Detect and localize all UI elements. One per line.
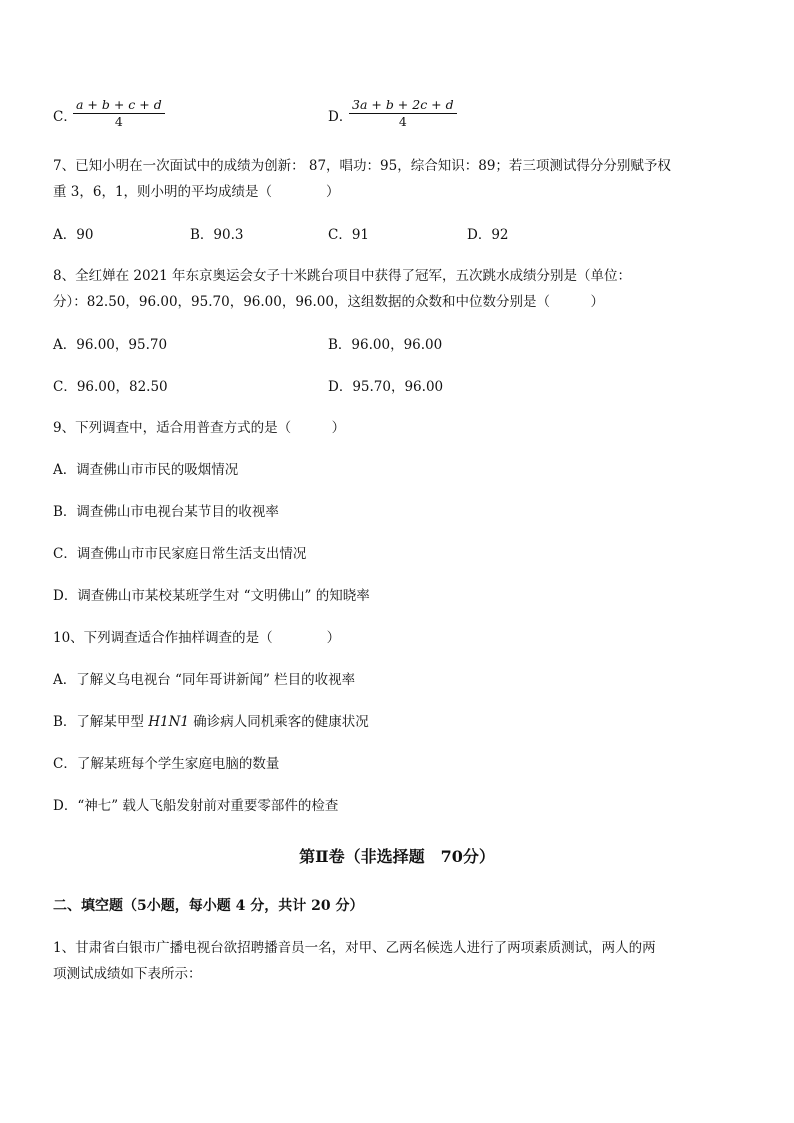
q7-option-b: B．90.3 xyxy=(190,227,244,243)
q6-option-d-denominator: 4 xyxy=(398,114,407,129)
q8-option-d: D．95.70，96.00 xyxy=(328,379,444,395)
q6-option-d-fraction xyxy=(349,97,457,130)
q10-option-a: A．了解义乌电视台 “同年哥讲新闻” 栏目的收视率 xyxy=(53,672,356,688)
section-subtitle: 二、填空题（5小题，每小题 4 分，共计 20 分） xyxy=(53,898,364,914)
q8-option-c: C．96.00，82.50 xyxy=(53,379,168,395)
q7-stem-line1: 7、已知小明在一次面试中的成绩为创新： 87，唱功：95，综合知识：89；若三项测试得分分别赋予权 xyxy=(53,158,671,174)
q7-option-d: D．92 xyxy=(467,227,509,243)
q9-option-d: D．调查佛山市某校某班学生对 “文明佛山” 的知晓率 xyxy=(53,588,370,604)
q6-option-d-label: D． xyxy=(328,109,353,125)
fill1-stem-line2: 项测试成绩如下表所示： xyxy=(53,966,202,982)
q6-option-c-denominator: 4 xyxy=(114,114,123,129)
q9-option-c: C．调查佛山市市民家庭日常生活支出情况 xyxy=(53,546,307,562)
q6-option-c-fraction xyxy=(73,97,165,130)
q7-stem-line2: 重 3，6，1，则小明的平均成绩是（ ） xyxy=(53,184,340,200)
q10-stem: 10、下列调查适合作抽样调查的是（ ） xyxy=(53,630,341,646)
q8-stem-line2: 分）：82.50，96.00，95.70，96.00，96.00，这组数据的众数和中位数分别是（ ） xyxy=(53,294,604,310)
q8-option-a: A．96.00，95.70 xyxy=(53,337,168,353)
fill1-stem-line1: 1、甘肃省白银市广播电视台欲招聘播音员一名，对甲、乙两名候选人进行了两项素质测试，两人的两 xyxy=(53,940,656,956)
q9-option-b: B．调查佛山市电视台某节目的收视率 xyxy=(53,504,279,520)
q10-option-c: C．了解某班每个学生家庭电脑的数量 xyxy=(53,756,280,772)
q9-stem: 9、下列调查中，适合用普查方式的是（ ） xyxy=(53,420,346,436)
q8-option-b: B．96.00，96.00 xyxy=(328,337,443,353)
q10-option-b-virus-name: H1N1 xyxy=(148,714,189,730)
q10-option-b-suffix: 确诊病人同机乘客的健康状况 xyxy=(188,714,369,730)
q8-stem-line1: 8、全红婵在 2021 年东京奥运会女子十米跳台项目中获得了冠军，五次跳水成绩分别是（单位： xyxy=(53,268,632,284)
q7-option-a: A．90 xyxy=(53,227,94,243)
q6-option-c-numerator: a + b + c + d xyxy=(73,97,165,114)
q7-option-c: C．91 xyxy=(328,227,370,243)
q6-option-d-numerator: 3a + b + 2c + d xyxy=(349,97,457,114)
q10-option-b-prefix: B．了解某甲型 xyxy=(53,714,149,730)
q10-option-b xyxy=(53,713,369,731)
section-title: 第Ⅱ卷（非选择题 70分） xyxy=(299,847,495,866)
q6-option-c-label: C． xyxy=(53,109,77,125)
q9-option-a: A．调查佛山市市民的吸烟情况 xyxy=(53,462,239,478)
q10-option-d: D．“神七” 载人飞船发射前对重要零部件的检查 xyxy=(53,798,339,814)
